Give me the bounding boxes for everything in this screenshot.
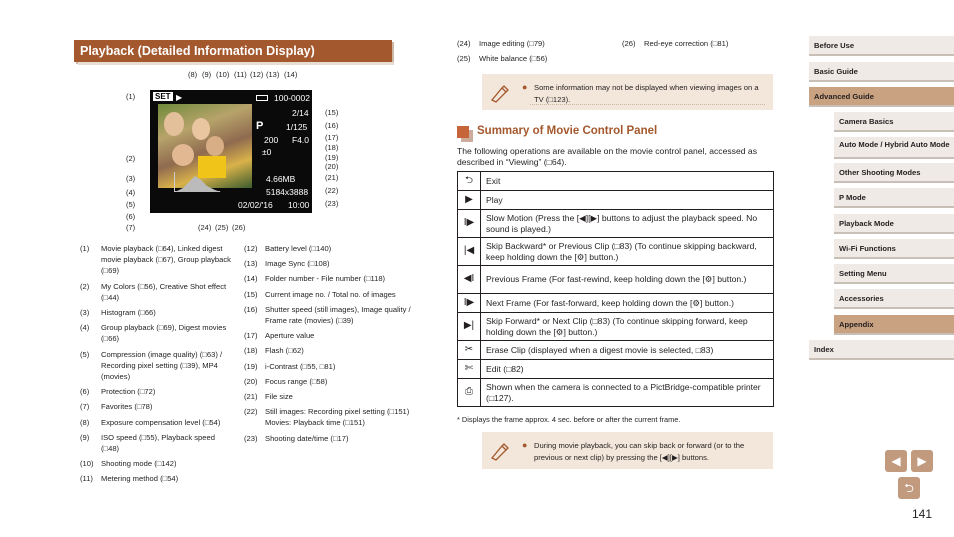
legend-number: (11) [80, 474, 93, 484]
callout: (13) [266, 70, 280, 79]
callout: (26) [232, 223, 246, 232]
next-page-button[interactable]: ▶ [911, 450, 933, 472]
callout: (8) [188, 70, 198, 79]
histogram [174, 172, 220, 192]
iso-speed: 200 [264, 135, 279, 145]
legend-item [244, 345, 414, 356]
nav-other-shooting-modes[interactable]: Other Shooting Modes [834, 163, 954, 183]
image-number: 100-0002 [274, 93, 310, 103]
table-row [458, 379, 774, 407]
movie-control-table [457, 171, 774, 407]
legend-item [80, 349, 232, 383]
table-cell: Previous Frame (For fast-rewind, keep holding down the [⚙] button.) [481, 266, 774, 294]
battery-icon [256, 95, 268, 101]
legend-number: (1) [80, 244, 90, 253]
printer-icon: ⎙ [458, 379, 481, 407]
scissors-icon: ✄ [458, 360, 481, 379]
legend-number: (16) [244, 304, 258, 314]
legend-item [80, 243, 232, 277]
callout: (9) [202, 70, 212, 79]
page-number: 141 [912, 507, 933, 521]
callout: (14) [284, 70, 298, 79]
table-row [458, 360, 774, 379]
note-divider [530, 104, 765, 105]
erase-clip-icon: ✂ [458, 341, 481, 360]
legend-number: (21) [244, 392, 258, 402]
legend-text: Current image no. / Total no. of images [265, 289, 396, 299]
legend-number: (2) [80, 281, 90, 291]
table-row [458, 238, 774, 266]
return-button[interactable]: ⮌ [898, 477, 920, 499]
legend-number: (9) [80, 432, 90, 442]
legend-number: (20) [244, 376, 258, 386]
callout: (21) [325, 173, 339, 182]
exit-icon: ⮌ [458, 172, 481, 191]
callout: (5) [126, 200, 136, 209]
legend-text: Shooting mode (□142) [101, 459, 177, 469]
set-icon: SET [155, 92, 171, 101]
callout: (2) [126, 154, 136, 163]
legend-item [80, 386, 232, 397]
aperture-value: F4.0 [292, 135, 310, 145]
callout: (23) [325, 199, 339, 208]
legend-text: Movie playback (□64), Linked digest movie playback (□67), Group playback (□69) [101, 244, 231, 276]
legend-text: Flash (□62) [265, 346, 304, 356]
legend-number: (23) [244, 433, 258, 443]
movie-section-title: Summary of Movie Control Panel [477, 125, 658, 137]
legend-text: Shutter speed (still images), Image quality / Frame rate (movies) (□39) [265, 304, 411, 326]
table-cell: Next Frame (For fast-forward, keep holding down the [⚙] button.) [481, 294, 774, 313]
legend-text: Metering method (□54) [101, 474, 179, 484]
legend-item [244, 330, 414, 341]
table-row [458, 266, 774, 294]
table-cell: Erase Clip (displayed when a digest movie is selected, □83) [481, 341, 774, 360]
legend-item [80, 458, 232, 469]
table-row [458, 210, 774, 238]
table-cell: Shown when the camera is connected to a PictBridge-compatible printer (□127). [481, 379, 774, 407]
table-cell: Exit [481, 172, 774, 191]
table-row [458, 172, 774, 191]
shutter-speed: 1/125 [286, 122, 308, 132]
legend-text: Focus range (□58) [265, 376, 328, 386]
photo-face [206, 136, 224, 156]
legend-item [80, 281, 232, 303]
legend-number: (8) [80, 417, 90, 427]
nav-setting-menu[interactable]: Setting Menu [834, 264, 954, 284]
legend-item [244, 406, 414, 428]
nav-advanced-guide[interactable]: Advanced Guide [809, 87, 954, 107]
legend-item [244, 289, 414, 300]
resolution: 5184x3888 [266, 187, 309, 197]
legend-number: (5) [80, 349, 90, 359]
play-icon: ▶ [176, 93, 183, 102]
legend-column-left [80, 243, 232, 489]
bullet-icon: ● [522, 440, 528, 450]
legend-number: (22) [244, 407, 258, 417]
callout: (22) [325, 186, 339, 195]
table-row [458, 191, 774, 210]
callout: (11) [234, 70, 247, 79]
legend-column-right [244, 243, 414, 448]
pencil-note-icon [490, 442, 510, 462]
table-cell: Skip Forward* or Next Clip (□83) (To continue skipping forward, keep holding down the [⚙] button.) [481, 313, 774, 341]
legend-text: ISO speed (□55), Playback speed (□48) [101, 432, 215, 454]
nav-accessories[interactable]: Accessories [834, 289, 954, 309]
legend-text: Folder number - File number (□118) [265, 274, 386, 284]
callout: (4) [126, 188, 136, 197]
legend-text: i-Contrast (□55, □81) [265, 361, 336, 371]
table-cell: Slow Motion (Press the [◀][▶] buttons to adjust the playback speed. No sound is played.) [481, 210, 774, 238]
nav-appendix[interactable]: Appendix [834, 315, 954, 335]
legend-item [80, 473, 232, 484]
table-cell: Play [481, 191, 774, 210]
legend-number: (14) [244, 274, 258, 284]
legend-item [80, 322, 232, 344]
exposure-compensation: ±0 [262, 147, 272, 157]
legend-text: File size [265, 392, 293, 402]
next-frame-icon: I▶ [458, 294, 481, 313]
legend-number: (4) [80, 323, 90, 333]
legend-text: My Colors (□56), Creative Shot effect (□44) [101, 281, 227, 302]
legend-text: Still images: Recording pixel setting (□151) Movies: Playback time (□151) [265, 407, 410, 428]
nav-p-mode[interactable]: P Mode [834, 188, 954, 208]
legend-text: Protection (□72) [101, 387, 156, 397]
camera-screen-illustration [150, 90, 312, 213]
previous-frame-icon: ◀I [458, 266, 481, 294]
legend-number: (15) [244, 289, 258, 299]
nav-camera-basics[interactable]: Camera Basics [834, 112, 954, 132]
callout: (25) [215, 223, 229, 232]
table-row [458, 294, 774, 313]
legend-text: Image editing (□79) [479, 39, 545, 48]
table-footnote: * Displays the frame approx. 4 sec. before or after the current frame. [457, 415, 681, 424]
legend-item [244, 391, 414, 402]
callout: (12) [250, 70, 264, 79]
previous-page-button[interactable]: ◀ [885, 450, 907, 472]
image-count: 2/14 [292, 108, 309, 118]
legend-number: (7) [80, 402, 90, 412]
legend-number: (19) [244, 361, 258, 371]
nav-basic-guide[interactable]: Basic Guide [809, 62, 954, 82]
legend-number: (17) [244, 331, 258, 341]
photo-face [164, 112, 184, 136]
legend-number: (26) [622, 39, 636, 48]
legend-item [80, 432, 232, 454]
table-row [458, 313, 774, 341]
legend-item [244, 376, 414, 387]
nav-auto-mode[interactable]: Auto Mode / Hybrid Auto Mode [834, 137, 954, 159]
bullet-icon: ● [522, 82, 528, 92]
play-icon: ▶ [458, 191, 481, 210]
nav-index[interactable]: Index [809, 340, 954, 360]
callout: (10) [216, 70, 230, 79]
callout: (1) [126, 92, 136, 101]
note-text: During movie playback, you can skip back or forward (or to the previous or next clip) by pressing the [◀][▶] buttons. [534, 441, 745, 462]
callout: (6) [126, 212, 136, 221]
histogram-graph [175, 172, 221, 192]
note-box [482, 432, 773, 469]
shooting-mode: P [256, 120, 264, 132]
legend-item [244, 361, 414, 372]
legend-text: Exposure compensation level (□54) [101, 417, 221, 427]
movie-section-description: The following operations are available on the movie control panel, accessed as described in “Viewing” (□64). [457, 146, 758, 167]
legend-number: (12) [244, 244, 258, 253]
legend-item [244, 433, 414, 444]
legend-text: Battery level (□140) [265, 244, 332, 253]
legend-text: Image Sync (□108) [265, 259, 330, 269]
note-box [482, 74, 773, 110]
callout: (15) [325, 108, 339, 117]
shooting-time: 10:00 [288, 200, 310, 210]
legend-item [80, 417, 232, 428]
legend-text: White balance (□56) [479, 54, 548, 63]
legend-number: (13) [244, 259, 258, 269]
legend-text: Favorites (□78) [101, 402, 153, 412]
table-row [458, 341, 774, 360]
file-size: 4.66MB [266, 174, 296, 184]
callout: (17) [325, 133, 339, 142]
table-cell: Edit (□82) [481, 360, 774, 379]
callout: (24) [198, 223, 212, 232]
legend-number: (18) [244, 346, 258, 356]
note-text: Some information may not be displayed when viewing images on a TV (□123). [534, 83, 759, 104]
section-marker-icon [457, 126, 469, 138]
shooting-date: 02/02/'16 [238, 200, 273, 210]
photo-face [192, 118, 210, 140]
legend-number: (10) [80, 459, 94, 469]
slow-motion-icon: I▶ [458, 210, 481, 238]
legend-number: (25) [457, 54, 471, 63]
callout: (20) [325, 162, 339, 171]
callout: (7) [126, 223, 136, 232]
photo-face [172, 144, 194, 166]
legend-text: Aperture value [265, 331, 315, 341]
legend-text: Compression (image quality) (□63) / Recording pixel setting (□39), MP4 (movies) [101, 349, 223, 382]
legend-text: Group playback (□69), Digest movies (□66) [101, 323, 227, 344]
nav-wifi-functions[interactable]: Wi-Fi Functions [834, 239, 954, 259]
skip-backward-icon: |◀ [458, 238, 481, 266]
legend-number: (3) [80, 308, 90, 318]
table-cell: Skip Backward* or Previous Clip (□83) (To continue skipping backward, keep holding down the [⚙] button.) [481, 238, 774, 266]
nav-before-use[interactable]: Before Use [809, 36, 954, 56]
legend-number: (24) [457, 39, 471, 48]
legend-item [244, 258, 414, 269]
legend-text: Shooting date/time (□17) [265, 433, 349, 443]
legend-item [244, 243, 414, 254]
legend-item [80, 307, 232, 318]
legend-number: (6) [80, 387, 90, 397]
title-underline [78, 62, 394, 65]
legend-text: Red-eye correction (□81) [644, 39, 729, 48]
nav-playback-mode[interactable]: Playback Mode [834, 214, 954, 234]
callout: (19) [325, 153, 339, 162]
skip-forward-icon: ▶| [458, 313, 481, 341]
callout: (16) [325, 121, 339, 130]
pencil-note-icon [490, 84, 510, 104]
legend-item [244, 273, 414, 284]
section-title: Playback (Detailed Information Display) [74, 40, 392, 62]
legend-item [244, 304, 414, 326]
callout: (3) [126, 174, 136, 183]
legend-text: Histogram (□66) [101, 308, 156, 318]
callout: (18) [325, 143, 339, 152]
legend-item [80, 401, 232, 412]
